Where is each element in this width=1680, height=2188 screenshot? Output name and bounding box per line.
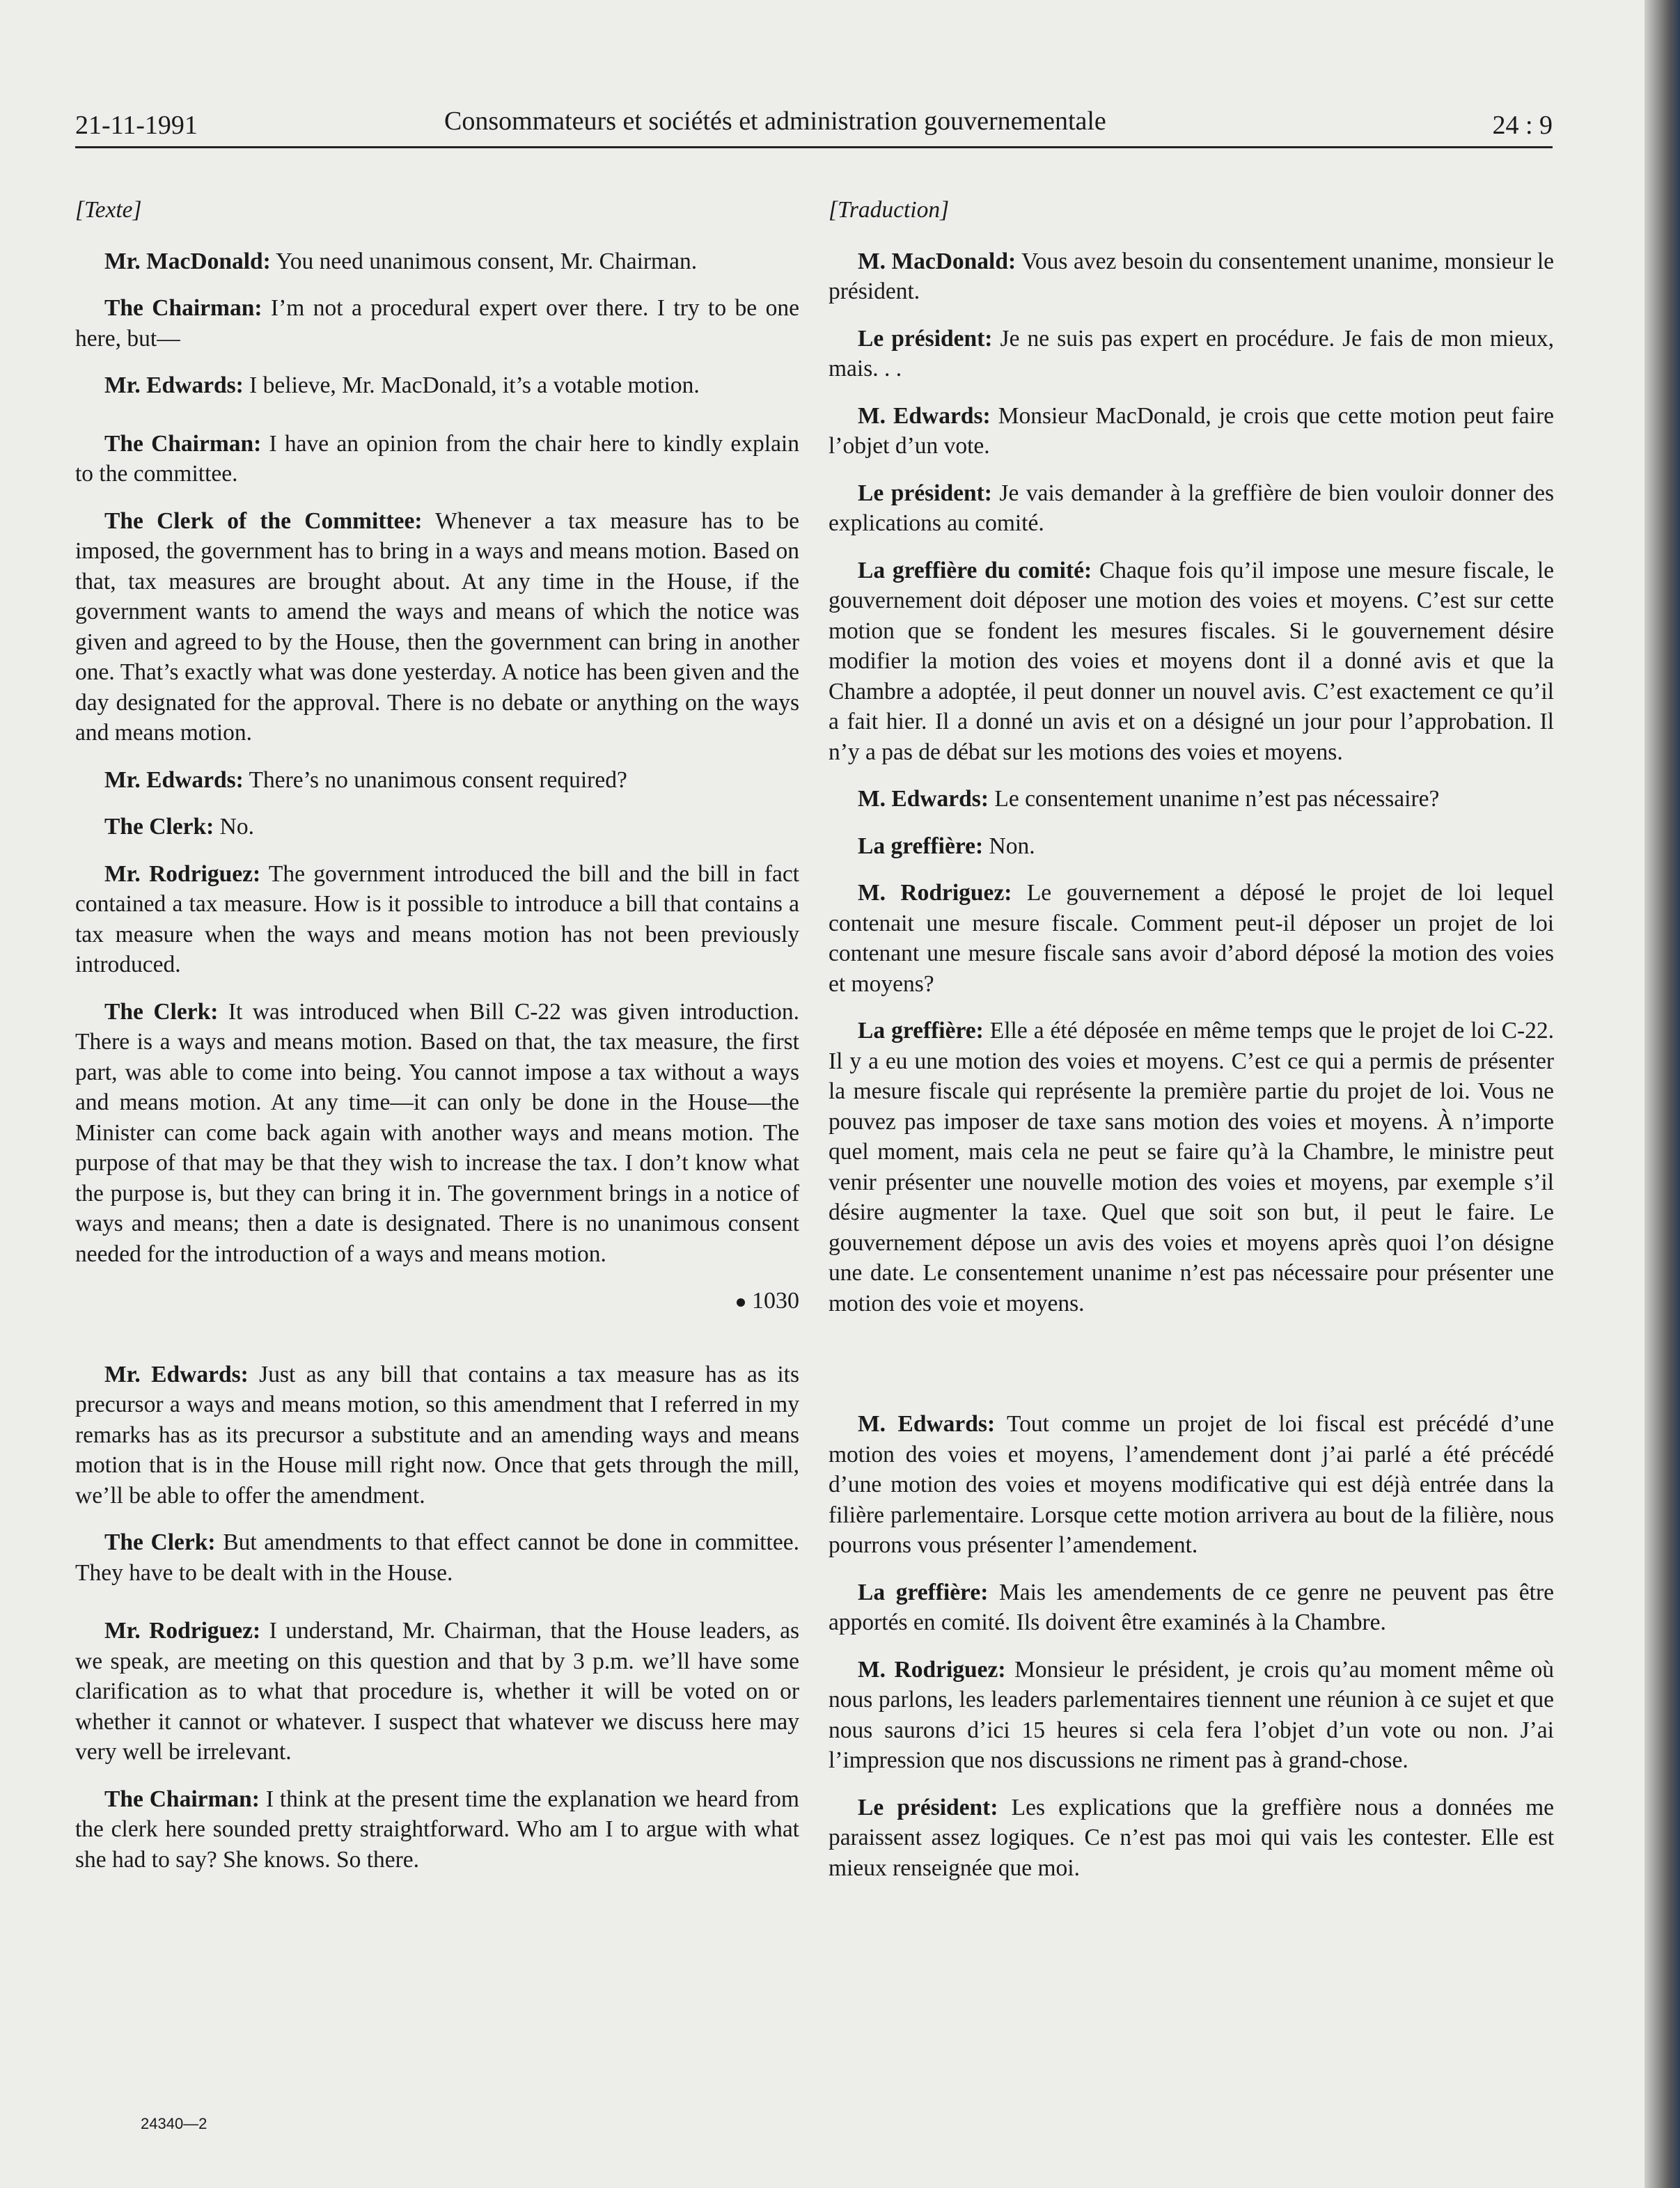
speaker-name: Mr. Rodriguez:: [104, 1618, 261, 1644]
speaker-name: M. Rodriguez:: [858, 1656, 1006, 1683]
speech-text: It was introduced when Bill C-22 was given introduction. There is a ways and means motion. Based on that, the tax measure, the first part, was able to come into being. You cannot impose a tax without a ways and means motion. At any time—it can only be done in the House—the Minister can come back again with another ways and means motion. The purpose of that may be that they wish to increase the tax. I don’t know what the purpose is, but they can bring it in. The government brings in a notice of ways and means; then a date is designated. There is no unanimous consent needed for the introduction of a ways and means motion.: [75, 998, 799, 1267]
speaker-name: The Clerk of the Committee:: [104, 507, 423, 534]
speech-text: Monsieur MacDonald, je crois que cette motion peut faire l’objet d’un vote.: [829, 402, 1554, 459]
speaker-name: M. Edwards:: [858, 786, 989, 812]
speech-text: No.: [214, 814, 254, 840]
speech-paragraph: [75, 293, 799, 354]
speaker-name: M. Edwards:: [858, 402, 991, 429]
speaker-name: La greffière du comité:: [858, 557, 1092, 583]
speaker-name: Le président:: [858, 480, 992, 506]
speech-text: I think at the present time the explanation we heard from the clerk here sounded pretty straightforward. Who am I to argue with what she had to say? She knows. So there.: [75, 1786, 799, 1873]
speaker-name: Mr. Edwards:: [104, 766, 244, 793]
speaker-name: La greffière:: [858, 833, 984, 859]
speech-text: Just as any bill that contains a tax measure has as its precursor a ways and means motion, so this amendment that I referred in my remarks has as its precursor a substitute and an amending ways and means motion that is in the House mill right now. Once that gets through the mill, we’ll be able to offer the amendment.: [75, 1361, 799, 1509]
speech-text: Chaque fois qu’il impose une mesure fiscale, le gouvernement doit déposer une motion des voies et moyens. C’est sur cette motion que se fondent les mesures fiscales. Si le gouvernement désire modifier la motion des voies et moyens dont il a donné avis et que la Chambre a adoptée, il peut donner un nouvel avis. C’est exactement ce qu’il a fait hier. Il a donné un avis et on a désigné un jour pour l’approbation. Il n’y a pas de débat sur les motions des voies et moyens.: [829, 557, 1554, 765]
book-binding: [1644, 0, 1680, 2188]
speech-paragraph: [75, 1527, 799, 1588]
speech-text: I have an opinion from the chair here to kindly explain to the committee.: [75, 430, 799, 487]
speech-paragraph: [75, 246, 799, 277]
speaker-name: M. MacDonald:: [858, 248, 1016, 274]
speech-text: But amendments to that effect cannot be done in committee. They have to be dealt with in the House.: [75, 1529, 799, 1586]
speech-paragraph: [829, 831, 1554, 862]
english-column: [75, 195, 799, 1891]
speech-text: Je ne suis pas expert en procédure. Je fais de mon mieux, mais. . .: [829, 325, 1555, 381]
speech-paragraph: [75, 1360, 799, 1511]
speech-text: Non.: [983, 833, 1035, 859]
speech-paragraph: [75, 429, 799, 489]
speaker-name: Mr. Edwards:: [104, 1361, 249, 1387]
speaker-name: La greffière:: [858, 1579, 989, 1605]
english-paragraphs: [75, 246, 799, 1270]
speech-text: Elle a été déposée en même temps que le projet de loi C-22. Il y a eu une motion des voies et moyens. C’est ce qui a permis de présenter la mesure fiscale qui représente la première partie du projet de loi. Vous ne pouvez pas imposer de taxe sans motion des voies et moyens. À n’importe quel moment, mais cela ne peut se faire qu’à la Chambre, le ministre peut venir présenter une nouvelle motion des voies et moyens, par exemple s’il désire augmenter la taxe. Quel que soit son but, il peut le faire. Le gouvernement dépose un avis des voies et moyens après quoi l’on désigne une date. Le consentement unanime n’est pas nécessaire pour présenter une motion des voie et moyens.: [829, 1018, 1554, 1316]
speech-paragraph: [829, 1793, 1554, 1884]
speech-text: Les explications que la greffière nous a données me paraissent assez logiques. Ce n’est pas moi qui vais les contester. Elle est mieux renseignée que moi.: [829, 1794, 1554, 1881]
speech-paragraph: [829, 556, 1554, 768]
speech-text: Whenever a tax measure has to be imposed, the government has to bring in a ways and means motion. Based on that, tax measures are brought about. At any time in the House, if the government wants to amend the ways and means of which the notice was given and agreed to by the House, then the government can bring in another one. That’s exactly what was done yesterday. A notice has been given and the day designated for the approval. There is no debate or anything on the ways and means motion.: [75, 507, 800, 746]
speech-paragraph: [829, 784, 1554, 814]
french-paragraphs: [829, 246, 1554, 1319]
french-paragraphs-after: [829, 1409, 1554, 1883]
speaker-name: The Chairman:: [104, 1786, 260, 1812]
speaker-name: La greffière:: [858, 1018, 984, 1044]
timestamp: 1030: [75, 1286, 799, 1316]
bullet-icon: [737, 1298, 745, 1307]
french-column: [829, 195, 1554, 1900]
speech-text: Mais les amendements de ce genre ne peuvent pas être apportés en comité. Ils doivent être examinés à la Chambre.: [829, 1579, 1554, 1635]
speech-paragraph: [829, 401, 1554, 462]
header-page-number: 24 : 9: [1492, 111, 1553, 140]
english-paragraphs-after: [75, 1360, 799, 1875]
speech-paragraph: [829, 246, 1554, 307]
speaker-name: M. Rodriguez:: [858, 880, 1012, 906]
speaker-name: The Clerk:: [104, 1529, 216, 1555]
page-header: [75, 104, 1553, 148]
speech-text: Le gouvernement a déposé le projet de loi lequel contenait une mesure fiscale. Comment peut-il déposer un projet de loi contenant une mesure fiscale sans avoir d’abord déposé la motion des voies et moyens?: [829, 880, 1554, 997]
speaker-name: Mr. Edwards:: [104, 372, 244, 398]
speech-paragraph: [829, 478, 1554, 539]
speaker-name: The Clerk:: [104, 814, 214, 840]
speaker-name: The Chairman:: [104, 430, 262, 457]
speaker-name: The Chairman:: [104, 295, 262, 321]
speech-paragraph: [75, 1616, 799, 1768]
speech-paragraph: [829, 1409, 1554, 1561]
speech-text: There’s no unanimous consent required?: [243, 766, 627, 793]
speech-paragraph: [75, 765, 799, 796]
speaker-name: The Clerk:: [104, 998, 219, 1025]
header-title: Consommateurs et sociétés et administration gouvernementale: [444, 107, 1106, 136]
speech-text: Tout comme un projet de loi fiscal est précédé d’une motion des voies et moyens, l’amendement dont j’ai parlé a été précédé d’une motion des voies et moyens modificative qui est déjà entrée dans la filière parlementaire. Lorsque cette motion arrivera au bout de la filière, nous pourrons vous présenter l’amendement.: [829, 1411, 1554, 1558]
speaker-name: Le président:: [858, 325, 993, 352]
speaker-name: Le président:: [858, 1794, 998, 1820]
speech-paragraph: [829, 324, 1554, 384]
speech-text: Vous avez besoin du consentement unanime, monsieur le président.: [829, 248, 1555, 304]
speech-text: I believe, Mr. MacDonald, it’s a votable motion.: [243, 372, 700, 398]
english-marker: [Texte]: [75, 197, 142, 223]
speaker-name: Mr. MacDonald:: [104, 248, 271, 274]
speech-text: Le consentement unanime n’est pas nécessaire?: [988, 786, 1440, 812]
speech-paragraph: [75, 859, 799, 980]
speech-text: Monsieur le président, je crois qu’au moment même où nous parlons, les leaders parlementaires tiennent une réunion à ce sujet et que nous saurons d’ici 15 heures si cela fera l’objet d’un vote ou non. J’ai l’impression que nos discussions ne riment pas à grand-chose.: [829, 1656, 1554, 1773]
speech-text: You need unanimous consent, Mr. Chairman.: [270, 248, 698, 274]
speech-paragraph: [829, 878, 1554, 999]
speech-text: I’m not a procedural expert over there. I try to be one here, but—: [75, 295, 799, 352]
speech-paragraph: [75, 997, 799, 1270]
speech-text: I understand, Mr. Chairman, that the House leaders, as we speak, are meeting on this question and that by 3 p.m. we’ll have some clarification as to what that procedure is, whether it will be voted on or whether it cannot or whatever. I suspect that whatever we discuss here may very well be irrelevant.: [75, 1618, 799, 1765]
footer-code: 24340—2: [141, 2115, 207, 2132]
speech-paragraph: [75, 1784, 799, 1875]
speech-paragraph: [75, 370, 799, 401]
speaker-name: M. Edwards:: [858, 1411, 996, 1437]
speech-paragraph: [829, 1655, 1554, 1776]
speech-paragraph: [829, 1577, 1554, 1638]
french-marker: [Traduction]: [829, 197, 950, 223]
speech-paragraph: [75, 506, 799, 748]
header-date: 21-11-1991: [75, 111, 198, 140]
speech-paragraph: [75, 812, 799, 842]
speaker-name: Mr. Rodriguez:: [104, 860, 261, 887]
speech-text: The government introduced the bill and the bill in fact contained a tax measure. How is it possible to introduce a bill that contains a tax measure when the ways and means motion has not been previously introduced.: [75, 860, 799, 977]
speech-text: Je vais demander à la greffière de bien vouloir donner des explications au comité.: [829, 480, 1554, 536]
speech-paragraph: [829, 1016, 1554, 1319]
